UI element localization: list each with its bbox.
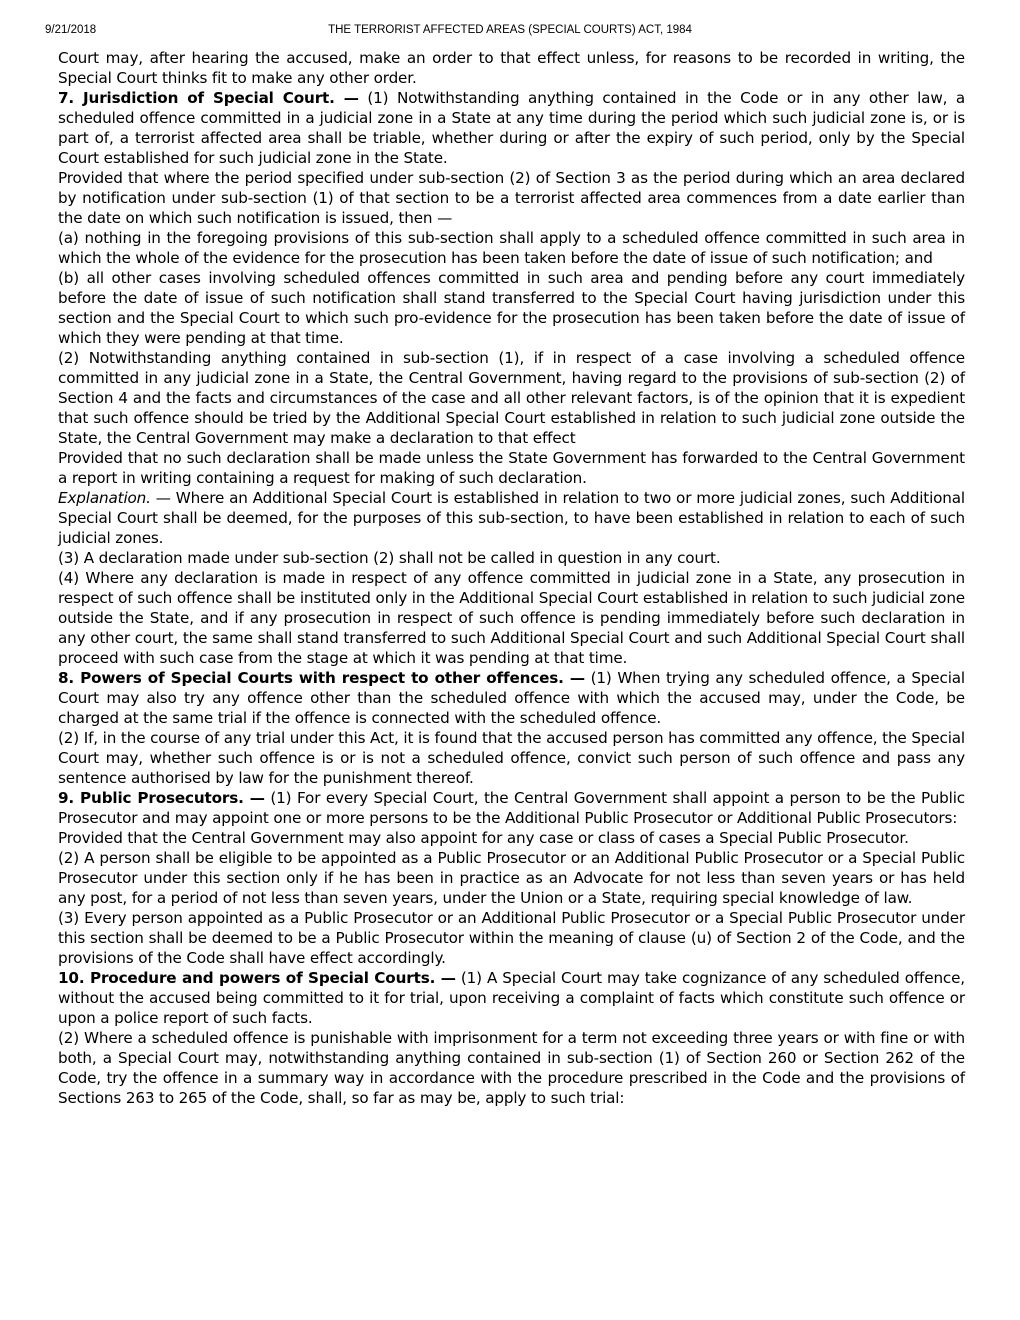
section-7-paragraph: 7. Jurisdiction of Special Court. — (1) Notwithstanding anything contained in the Code or in any other law, a scheduled offence committed in a judicial zone in a State at any time during the period which such judicial zone is, or is part of, a terrorist affected area shall be triable, whether during or after the expiry of such period, only by the Special Court established for such judicial zone in the State. [58,89,965,167]
section-7-subsection-3: (3) A declaration made under sub-section (2) shall not be called in question in any court. [58,549,721,567]
paragraph-continuation: Court may, after hearing the accused, make an order to that effect unless, for reasons to be recorded in writing, the Special Court thinks fit to make any other order. [58,49,965,87]
section-9-proviso: Provided that the Central Government may also appoint for any case or class of cases a Special Public Prosecutor. [58,829,909,847]
print-date: 9/21/2018 [45,24,97,36]
section-9-paragraph: 9. Public Prosecutors. — (1) For every Special Court, the Central Government shall appoint a person to be the Public Prosecutor and may appoint one or more persons to be the Additional Public Prosecutor or Additional Public Prosecutors: [58,789,965,827]
section-7-subsection-2: (2) Notwithstanding anything contained in sub-section (1), if in respect of a case involving a scheduled offence committed in any judicial zone in a State, the Central Government, having regard to the provisions of sub-section (2) of Section 4 and the facts and circumstances of the case and all other relevant factors, is of the opinion that it is expedient that such offence should be tried by the Additional Special Court established in relation to such judicial zone outside the State, the Central Government may make a declaration to that effect [58,349,965,447]
section-7-clause-a: (a) nothing in the foregoing provisions of this sub-section shall apply to a scheduled offence committed in such area in which the whole of the evidence for the prosecution has been taken before the date of issue of such notification; and [58,229,965,267]
section-7-clause-b: (b) all other cases involving scheduled offences committed in such area and pending before any court immediately before the date of issue of such notification shall stand transferred to the Special Court having jurisdiction under this section and the Special Court to which such pro-evidence for the prosecution has been taken before the date of issue of which they were pending at that time. [58,269,965,347]
section-10-subsection-2: (2) Where a scheduled offence is punishable with imprisonment for a term not exceeding three years or with fine or with both, a Special Court may, notwithstanding anything contained in sub-section (1) of Section 260 or Section 262 of the Code, try the offence in a summary way in accordance with the procedure prescribed in the Code and the provisions of Sections 263 to 265 of the Code, shall, so far as may be, apply to such trial: [58,1029,965,1107]
document-title: THE TERRORIST AFFECTED AREAS (SPECIAL COURTS) ACT, 1984 [328,24,692,36]
section-10-heading: 10. Procedure and powers of Special Courts. — [58,969,456,987]
section-9-subsection-3: (3) Every person appointed as a Public Prosecutor or an Additional Public Prosecutor or a Special Public Prosecutor under this section shall be deemed to be a Public Prosecutor within the meaning of clause (u) of Section 2 of the Code, and the provisions of the Code shall have effect accordingly. [58,909,965,967]
section-7-proviso: Provided that where the period specified under sub-section (2) of Section 3 as the period during which an area declared by notification under sub-section (1) of that section to be a terrorist affected area commences from a date earlier than the date on which such notification is issued, then — [58,169,965,227]
section-8-paragraph: 8. Powers of Special Courts with respect to other offences. — (1) When trying any scheduled offence, a Special Court may also try any offence other than the scheduled offence with which the accused may, under the Code, be charged at the same trial if the offence is connected with the scheduled offence. [58,669,965,727]
section-9-heading: 9. Public Prosecutors. — [58,789,265,807]
section-10-paragraph: 10. Procedure and powers of Special Courts. — (1) A Special Court may take cognizance of any scheduled offence, without the accused being committed to it for trial, upon receiving a complaint of facts which constitute such offence or upon a police report of such facts. [58,969,965,1027]
page-header [45,24,975,40]
section-8-subsection-2: (2) If, in the course of any trial under this Act, it is found that the accused person has committed any offence, the Special Court may, whether such offence is or is not a scheduled offence, convict such person of such offence and pass any sentence authorised by law for the punishment thereof. [58,729,965,787]
section-7-subsection-2-proviso: Provided that no such declaration shall be made unless the State Government has forwarded to the Central Government a report in writing containing a request for making of such declaration. [58,449,965,487]
section-7-heading: 7. Jurisdiction of Special Court. — [58,89,359,107]
explanation-label: Explanation. [58,489,151,507]
section-9-subsection-2: (2) A person shall be eligible to be appointed as a Public Prosecutor or an Additional Public Prosecutor or a Special Public Prosecutor under this section only if he has been in practice as an Advocate for not less than seven years or has held any post, for a period of not less than seven years, under the Union or a State, requiring special knowledge of law. [58,849,965,907]
section-8-heading: 8. Powers of Special Courts with respect to other offences. — [58,669,585,687]
document-body [58,48,965,1108]
section-7-subsection-4: (4) Where any declaration is made in respect of any offence committed in judicial zone in a State, any prosecution in respect of such offence shall be instituted only in the Additional Special Court established in relation to such judicial zone outside the State, and if any prosecution in respect of such offence is pending immediately before such declaration in any other court, the same shall stand transferred to such Additional Special Court and such Additional Special Court shall proceed with such case from the stage at which it was pending at that time. [58,569,965,667]
section-7-explanation: Explanation. — Where an Additional Special Court is established in relation to two or more judicial zones, such Additional Special Court shall be deemed, for the purposes of this sub-section, to have been established in relation to each of such judicial zones. [58,489,965,547]
